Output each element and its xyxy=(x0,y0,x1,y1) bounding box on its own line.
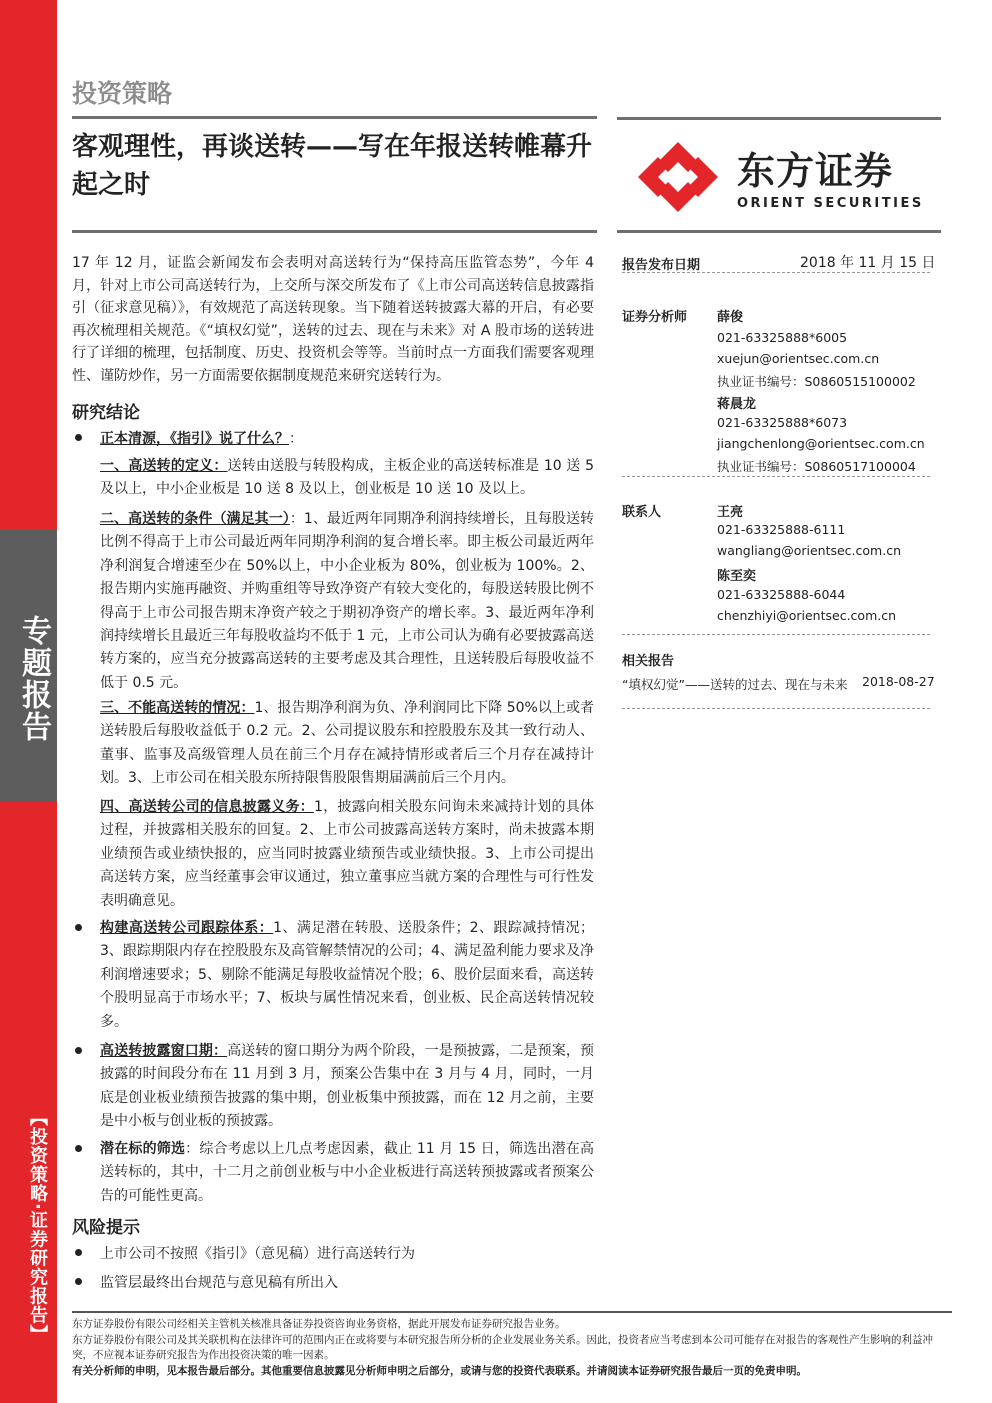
para-definition xyxy=(100,455,594,502)
footer-line: 东方证券股份有限公司及其关联机构在法律许可的范围内正在或将要与本研究报告所分析的企业发展业务关系。因此，投资者应当考虑到本公司可能存在对报告的客观性产生影响的利益冲突，不应视本证券研究报告为作出投资决策的唯一因素。 xyxy=(72,1333,933,1361)
report-category: 投资策略 xyxy=(72,79,173,108)
sidebar-report-series: 【投资策略·证券研究报告】 xyxy=(27,1108,48,1344)
para-body: ：1、最近两年同期净利润持续增长，且每股送转比例不得高于上市公司最近两年同期净利润的复合增长率。即主板公司最近两年净利润复合增速至少在 50%以上，中小企业板为 80%，创业板为 100%。2、报告期内实施再融资、并购重组等导致净资产有较大变化的，每股送转股比例不得高于上市公司报告期末净资产较之于期初净资产的增长率。3、最近两年净利润持续增长且最近三年每股收益均不低于 1 元，上市公司认为确有必要披露高送转方案的，应当充分披露高送转的主要考虑及其合理性，且送转股后每股收益不低于 0.5 元。 xyxy=(100,511,595,691)
bullet-dot xyxy=(75,1278,82,1285)
para-conditions xyxy=(100,508,594,695)
risk-item: 上市公司不按照《指引》（意见稿）进行高送转行为 xyxy=(100,1246,415,1262)
contact-phone: 021-63325888-6111 xyxy=(717,522,846,537)
contact-divider xyxy=(622,634,930,635)
bullet-dot xyxy=(75,1145,82,1152)
report-summary: 17 年 12 月，证监会新闻发布会表明对高送转行为“保持高压监管态势”，今年 4 月，针对上市公司高送转行为，上交所与深交所发布了《上市公司高送转信息披露指引（征求意见稿）》，有效规范了高送转现象。当下随着送转披露大幕的开启，有必要再次梳理相关规范。《“填权幻觉”，送转的过去、现在与未来》对 A 股市场的送转进行了详细的梳理，包括制度、历史、投资机会等等。当前时点一方面我们需要客观理性、谨防炒作，另一方面需要依据制度规范来研究送转行为。 xyxy=(72,255,594,384)
release-date-value: 2018 年 11 月 15 日 xyxy=(800,255,936,271)
analyst-phone: 021-63325888*6005 xyxy=(717,330,848,345)
para-body: 送转由送股与转股构成，主板企业的高送转标准是 10 送 5 及以上，中小企业板是 10 送 8 及以上，创业板是 10 送 10 及以上。 xyxy=(100,458,595,498)
analyst-phone: 021-63325888*6073 xyxy=(717,415,848,430)
analyst-label: 证券分析师 xyxy=(622,310,688,325)
bullet-body: 1、满足潜在转股、送股条件；2、跟踪减持情况；3、跟踪期限内存在控股股东及高管解禁情况的公司；4、满足盈利能力要求及净利润增速要求；5、剔除不能满足每股收益情况个股；6、股价层面来看，高送转个股明显高于市场水平；7、板块与属性情况来看，创业板、民企高送转情况较多。 xyxy=(100,920,594,1030)
contact-email[interactable]: chenzhiyi@orientsec.com.cn xyxy=(717,608,897,623)
bullet-lead: 潜在标的筛选 xyxy=(100,1141,186,1157)
bullet-lead: 构建高送转公司跟踪体系： xyxy=(100,920,274,936)
sidebar-report-type: 专题报告 xyxy=(16,615,51,743)
bullet-lead: 正本清源，《指引》说了什么？ xyxy=(100,431,289,447)
analyst-name: 薛俊 xyxy=(717,310,744,325)
footer-line: 东方证券股份有限公司经相关主管机关核准具备证券投资咨询业务资格，据此开展发布证券研究报告业务。 xyxy=(72,1318,566,1330)
para-body: 1，披露向相关股东问询未来减持计划的具体过程，并披露相关股东的回复。2、上市公司披露高送转方案时，尚未披露本期业绩预告或业绩快报的，应当同时披露业绩预告或业绩快报。3、上市公司提出高送转方案，应当经董事会审议通过，独立董事应当就方案的合理性与可行性发表明确意见。 xyxy=(100,799,595,909)
logo-top-rule xyxy=(617,117,941,120)
bullet-dot xyxy=(75,1047,82,1054)
bullet-dot xyxy=(75,1249,82,1256)
related-report-link[interactable]: “填权幻觉”——送转的过去、现在与未来 xyxy=(622,677,848,692)
sidebar-band-top xyxy=(0,0,57,530)
bullet-lead: 高送转披露窗口期： xyxy=(100,1043,228,1059)
orient-logo-icon xyxy=(636,140,720,214)
bullet-dot xyxy=(75,434,82,441)
contact-email[interactable]: wangliang@orientsec.com.cn xyxy=(717,543,901,558)
footer-disclaimer xyxy=(72,1317,952,1379)
conclusions-heading: 研究结论 xyxy=(72,403,140,423)
bullet-body: 高送转的窗口期分为两个阶段，一是预披露，二是预案，预披露的时间段分布在 11 月到 3 月，预案公告集中在 3 月与 4 月，同时，一月底是创业板业绩预告披露的集中期，创业板集中预披露，而在 12 月之前，主要是中小板与创业板的预披露。 xyxy=(100,1043,595,1130)
release-date-label: 报告发布日期 xyxy=(622,258,701,273)
bullet-guideline xyxy=(100,428,303,448)
contact-label: 联系人 xyxy=(622,505,662,520)
analyst-divider xyxy=(622,476,930,477)
bullet-body: ：综合考虑以上几点考虑因素，截止 11 月 15 日，筛选出潜在高送转标的，其中，十二月之前创业板与中小企业板进行高送转预披露或者预案公告的可能性更高。 xyxy=(100,1141,595,1204)
analyst-email[interactable]: jiangchenlong@orientsec.com.cn xyxy=(717,436,925,451)
analyst-name: 蒋晨龙 xyxy=(717,397,757,412)
bullet-tail: ： xyxy=(289,431,303,447)
title-rule xyxy=(72,230,597,233)
para-lead: 一、高送转的定义： xyxy=(100,458,228,474)
logo-english-name: ORIENT SECURITIES xyxy=(737,196,924,211)
bullet-screening xyxy=(100,1138,594,1208)
related-divider xyxy=(622,708,930,709)
related-label: 相关报告 xyxy=(622,654,675,669)
bullet-tracking xyxy=(100,917,594,1034)
analyst-cert: 执业证书编号：S0860517100004 xyxy=(717,459,916,474)
para-disclosure xyxy=(100,796,594,913)
related-report-date: 2018-08-27 xyxy=(862,674,935,689)
footer-line-bold: 有关分析师的申明，见本报告最后部分。其他重要信息披露见分析师申明之后部分，或请与您的投资代表联系。并请阅读本证券研究报告最后一页的免责申明。 xyxy=(72,1364,807,1377)
risk-item: 监管层最终出台规范与意见稿有所出入 xyxy=(100,1275,338,1291)
date-divider xyxy=(622,272,930,273)
header-rule xyxy=(72,116,597,119)
report-title: 客观理性，再谈送转——写在年报送转帷幕升起之时 xyxy=(72,132,593,200)
para-lead: 四、高送转公司的信息披露义务： xyxy=(100,799,315,815)
bullet-dot xyxy=(75,924,82,931)
logo-bottom-rule xyxy=(617,230,941,233)
para-lead: 三、不能高送转的情况： xyxy=(100,700,255,716)
contact-name: 王亮 xyxy=(717,505,744,520)
contact-name: 陈至奕 xyxy=(717,569,757,584)
analyst-email[interactable]: xuejun@orientsec.com.cn xyxy=(717,351,880,366)
para-restrictions xyxy=(100,697,594,791)
footer-rule xyxy=(72,1311,952,1313)
logo-chinese-name: 东方证券 xyxy=(737,149,894,193)
para-lead: 二、高送转的条件（满足其一） xyxy=(100,511,290,527)
risks-heading: 风险提示 xyxy=(72,1218,140,1238)
company-logo xyxy=(636,140,926,210)
para-body: 1、报告期净利润为负、净利润同比下降 50%以上或者送转股后每股收益低于 0.2 元。2、公司提议股东和控股股东及其一致行动人、董事、监事及高级管理人员在前三个月存在减持情形或者后三个月存在减持计划。3、上市公司在相关股东所持限售股限售期届满前后三个月内。 xyxy=(100,700,594,787)
contact-phone: 021-63325888-6044 xyxy=(717,587,846,602)
bullet-window xyxy=(100,1040,594,1134)
analyst-cert: 执业证书编号：S0860515100002 xyxy=(717,374,916,389)
